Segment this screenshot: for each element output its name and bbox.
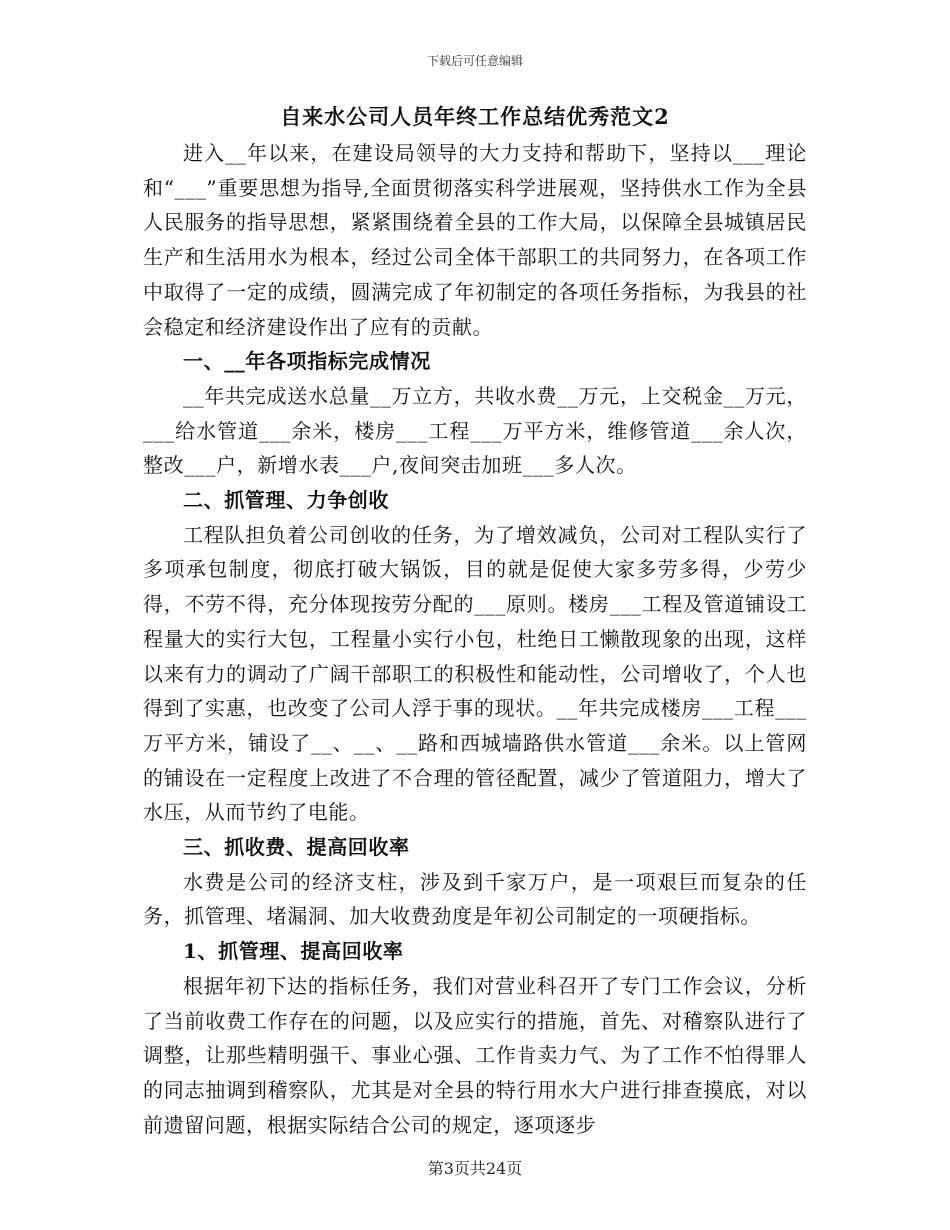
paragraph-fees: 水费是公司的经济支柱，涉及到千家万户，是一项艰巨而复杂的任务，抓管理、堵漏洞、加大收费劲度是年初公司制定的一项硬指标。 [143,869,807,929]
page-header-note: 下载后可任意编辑 [426,54,523,68]
paragraph-intro: 进入__年以来，在建设局领导的大力支持和帮助下，坚持以___理论和“___”重要思想为指导,全面贯彻落实科学进展观，坚持供水工作为全县人民服务的指导思想，紧紧围绕着全县的工作大局，以保障全县城镇居民生产和生活用水为根本，经过公司全体干部职工的共同努力，在各项工作中取得了一定的成绩，圆满完成了年初制定的各项任务指标，为我县的社会稳定和经济建设作出了应有的贡献。 [143,141,807,339]
document-body [143,100,807,1142]
paragraph-recovery: 根据年初下达的指标任务，我们对营业科召开了专门工作会议，分析了当前收费工作存在的问题，以及应实行的措施，首先、对稽察队进行了调整，让那些精明强干、事业心强、工作肯卖力气、为了工作不怕得罪人的同志抽调到稽察队，尤其是对全县的特行用水大户进行排查摸底，对以前遗留问题，根据实际结合公司的规定，逐项逐步 [143,973,807,1137]
section-heading-indicators: 一、__年各项指标完成情况 [183,349,431,374]
document-title: 自来水公司人员年终工作总结优秀范文2 [280,104,670,129]
paragraph-management: 工程队担负着公司创收的任务，为了增效减负，公司对工程队实行了多项承包制度，彻底打破大锅饭，目的就是促使大家多劳多得，少劳少得，不劳不得，充分体现按劳分配的___原则。楼房___工程及管道铺设工程量大的实行大包，工程量小实行小包，杜绝日工懒散现象的出现，这样以来有力的调动了广阔干部职工的积极性和能动性，公司增收了，个人也得到了实惠，也改变了公司人浮于事的现状。__年共完成楼房___工程___万平方米，铺设了__、__、__路和西城墙路供水管道___余米。以上管网的铺设在一定程度上改进了不合理的管径配置，减少了管道阻力，增大了水压，从而节约了电能。 [143,522,807,825]
subsection-heading-recovery: 1、抓管理、提高回收率 [183,939,404,964]
page-number: 第3页共24页 [427,1159,523,1178]
paragraph-indicators: __年共完成送水总量__万立方，共收水费__万元，上交税金__万元，___给水管道___余米，楼房___工程___万平方米，维修管道___余人次，整改___户，新增水表___户,夜间突击加班___多人次。 [143,383,807,478]
section-heading-management: 二、抓管理、力争创收 [183,488,389,513]
section-heading-fees: 三、抓收费、提高回收率 [183,835,410,860]
